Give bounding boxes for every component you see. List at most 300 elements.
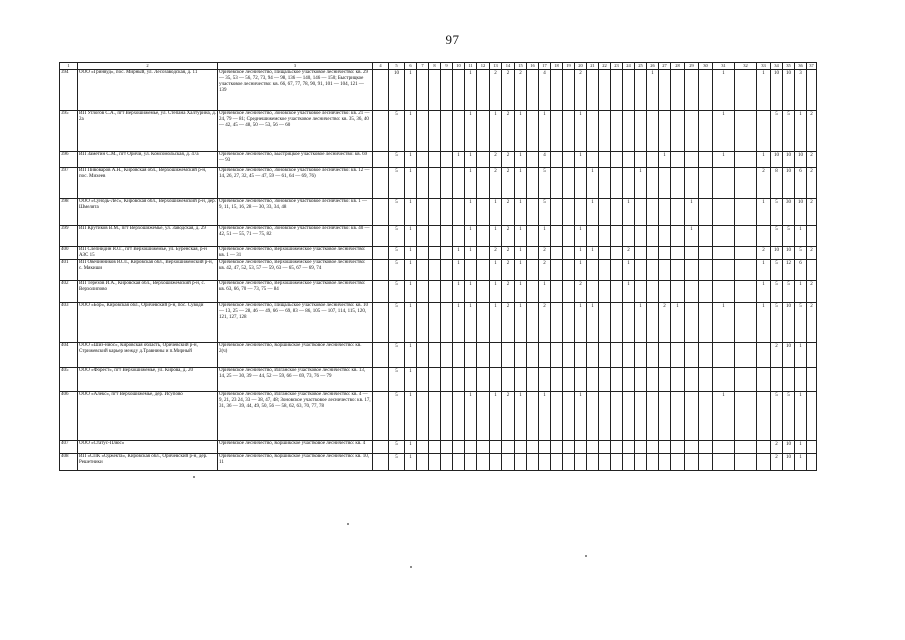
column-number: 23 bbox=[611, 63, 623, 70]
value-cell bbox=[659, 226, 671, 247]
value-cell bbox=[735, 111, 757, 152]
value-cell: 1 bbox=[575, 303, 587, 343]
value-cell bbox=[477, 152, 490, 168]
location-cell: Оричевское лесничество, Коршикское участковое лесничество: кв. 2(ч) bbox=[218, 343, 373, 368]
value-cell bbox=[441, 226, 453, 247]
value-cell: 2 bbox=[490, 247, 502, 260]
value-cell bbox=[647, 199, 659, 226]
value-cell bbox=[685, 281, 699, 303]
value-cell bbox=[757, 368, 771, 392]
value-cell bbox=[527, 441, 539, 454]
value-cell: 2 bbox=[502, 168, 515, 199]
value-cell bbox=[735, 226, 757, 247]
value-cell: 1 bbox=[405, 454, 417, 471]
value-cell bbox=[477, 281, 490, 303]
owner-cell: ООО «Статус-Плюс» bbox=[78, 441, 218, 454]
value-cell bbox=[373, 454, 389, 471]
value-cell bbox=[735, 454, 757, 471]
value-cell bbox=[441, 392, 453, 441]
value-cell: 1 bbox=[490, 303, 502, 343]
owner-cell: ИП Углогов С.А., пгт Верхошижемье, ул. Степана Халтурина, д. 2а bbox=[78, 111, 218, 152]
value-cell bbox=[635, 199, 647, 226]
value-cell bbox=[551, 441, 563, 454]
value-cell bbox=[757, 441, 771, 454]
value-cell: 5 bbox=[771, 260, 783, 281]
location-cell: Оричевское лесничество, Зоновское участковое лесничество: кв. 1 — 9, 11, 15, 16, 28 — 30, 33, 34, 48 bbox=[218, 199, 373, 226]
value-cell: 1 bbox=[635, 303, 647, 343]
value-cell bbox=[623, 392, 635, 441]
value-cell bbox=[735, 343, 757, 368]
value-cell: 2 bbox=[623, 247, 635, 260]
value-cell: 1 bbox=[575, 226, 587, 247]
table-row bbox=[60, 441, 817, 454]
value-cell bbox=[477, 111, 490, 152]
value-cell: 2 bbox=[539, 247, 551, 260]
value-cell: 1 bbox=[453, 281, 465, 303]
column-number: 36 bbox=[795, 63, 807, 70]
value-cell: 6 bbox=[795, 168, 807, 199]
value-cell bbox=[515, 343, 527, 368]
value-cell bbox=[490, 343, 502, 368]
value-cell bbox=[441, 70, 453, 111]
value-cell bbox=[551, 70, 563, 111]
value-cell bbox=[611, 392, 623, 441]
value-cell: 1 bbox=[623, 260, 635, 281]
value-cell bbox=[757, 454, 771, 471]
value-cell bbox=[807, 392, 817, 441]
value-cell bbox=[685, 441, 699, 454]
value-cell: 1 bbox=[515, 281, 527, 303]
value-cell bbox=[539, 368, 551, 392]
value-cell bbox=[563, 111, 575, 152]
value-cell bbox=[429, 454, 441, 471]
value-cell bbox=[453, 111, 465, 152]
value-cell: 1 bbox=[453, 260, 465, 281]
value-cell bbox=[757, 392, 771, 441]
column-number: 6 bbox=[405, 63, 417, 70]
value-cell bbox=[685, 111, 699, 152]
value-cell bbox=[599, 392, 611, 441]
value-cell bbox=[551, 260, 563, 281]
value-cell bbox=[587, 152, 599, 168]
column-number: 34 bbox=[771, 63, 783, 70]
column-number: 27 bbox=[659, 63, 671, 70]
column-number: 9 bbox=[441, 63, 453, 70]
value-cell bbox=[373, 168, 389, 199]
value-cell: 5 bbox=[389, 281, 405, 303]
owner-cell: ООО «Гринвуд», пос. Мирный, ул. Лесозаводская, д. 11 bbox=[78, 70, 218, 111]
value-cell bbox=[551, 152, 563, 168]
value-cell: 1 bbox=[757, 281, 771, 303]
value-cell: 5 bbox=[389, 303, 405, 343]
location-cell: Оричевское лесничество, Быстрицкое участковое лесничество: кв. 69 — 93 bbox=[218, 152, 373, 168]
value-cell: 5 bbox=[783, 281, 795, 303]
value-cell bbox=[671, 152, 685, 168]
value-cell: 6 bbox=[795, 260, 807, 281]
location-cell: Оричевское лесничество, Илганское участковое лесничество: кв. 13, 14, 25 — 30, 39 — 44, 52 — 59, 66 — 69, 73, 76 — 79 bbox=[218, 368, 373, 392]
value-cell bbox=[575, 168, 587, 199]
value-cell bbox=[611, 199, 623, 226]
value-cell: 5 bbox=[539, 168, 551, 199]
value-cell bbox=[465, 343, 477, 368]
value-cell bbox=[527, 368, 539, 392]
value-cell bbox=[441, 199, 453, 226]
value-cell bbox=[685, 454, 699, 471]
value-cell bbox=[527, 281, 539, 303]
value-cell bbox=[685, 303, 699, 343]
value-cell bbox=[441, 168, 453, 199]
value-cell bbox=[623, 454, 635, 471]
column-number: 1 bbox=[60, 63, 78, 70]
column-number: 31 bbox=[713, 63, 735, 70]
column-number: 17 bbox=[539, 63, 551, 70]
value-cell bbox=[417, 152, 429, 168]
value-cell: 2 bbox=[807, 281, 817, 303]
value-cell: 10 bbox=[783, 70, 795, 111]
value-cell bbox=[429, 70, 441, 111]
value-cell: 1 bbox=[405, 303, 417, 343]
value-cell bbox=[713, 343, 735, 368]
value-cell: 8 bbox=[771, 168, 783, 199]
value-cell bbox=[587, 343, 599, 368]
value-cell bbox=[441, 368, 453, 392]
location-cell: Оричевское лесничество, Пищальское участковое лесничество: кв. 29 — 35, 53 — 56, 72, 73, 94 — 98, 136 — 140, 146 — 150; Быстрицкое участковое лесничество: кв. 66, 67, 77, 78, 90, 91, 101 — 104, 121 — 139 bbox=[218, 70, 373, 111]
value-cell bbox=[611, 111, 623, 152]
value-cell bbox=[671, 368, 685, 392]
value-cell bbox=[429, 168, 441, 199]
value-cell: 1 bbox=[587, 199, 599, 226]
value-cell bbox=[699, 441, 713, 454]
column-number: 4 bbox=[373, 63, 389, 70]
value-cell bbox=[417, 441, 429, 454]
value-cell bbox=[527, 392, 539, 441]
value-cell bbox=[647, 226, 659, 247]
value-cell bbox=[611, 70, 623, 111]
value-cell bbox=[623, 368, 635, 392]
value-cell bbox=[417, 226, 429, 247]
value-cell bbox=[807, 343, 817, 368]
value-cell bbox=[587, 70, 599, 111]
value-cell bbox=[441, 441, 453, 454]
value-cell bbox=[373, 281, 389, 303]
value-cell: 2 bbox=[807, 303, 817, 343]
column-number-row bbox=[60, 63, 817, 70]
value-cell: 1 bbox=[490, 199, 502, 226]
value-cell: 5 bbox=[389, 168, 405, 199]
value-cell bbox=[647, 152, 659, 168]
column-number: 26 bbox=[647, 63, 659, 70]
value-cell: 1 bbox=[465, 152, 477, 168]
value-cell bbox=[527, 260, 539, 281]
value-cell bbox=[563, 454, 575, 471]
value-cell bbox=[699, 199, 713, 226]
value-cell: 10 bbox=[389, 70, 405, 111]
value-cell: 1 bbox=[465, 111, 477, 152]
value-cell bbox=[735, 303, 757, 343]
value-cell bbox=[441, 454, 453, 471]
value-cell: 1 bbox=[465, 226, 477, 247]
value-cell: 2 bbox=[502, 199, 515, 226]
value-cell: 1 bbox=[405, 168, 417, 199]
value-cell bbox=[671, 168, 685, 199]
value-cell: 5 bbox=[389, 247, 405, 260]
value-cell bbox=[417, 368, 429, 392]
value-cell bbox=[659, 343, 671, 368]
row-number: 406 bbox=[60, 392, 78, 441]
value-cell bbox=[611, 303, 623, 343]
value-cell bbox=[699, 343, 713, 368]
value-cell: 10 bbox=[783, 303, 795, 343]
value-cell bbox=[429, 152, 441, 168]
value-cell bbox=[659, 454, 671, 471]
value-cell bbox=[417, 111, 429, 152]
value-cell bbox=[659, 70, 671, 111]
value-cell: 5 bbox=[771, 199, 783, 226]
column-number: 15 bbox=[515, 63, 527, 70]
value-cell bbox=[659, 247, 671, 260]
value-cell: 1 bbox=[465, 199, 477, 226]
value-cell bbox=[647, 247, 659, 260]
value-cell bbox=[551, 368, 563, 392]
value-cell: 1 bbox=[635, 168, 647, 199]
value-cell bbox=[635, 454, 647, 471]
value-cell bbox=[575, 454, 587, 471]
value-cell: 1 bbox=[405, 281, 417, 303]
value-cell bbox=[417, 199, 429, 226]
value-cell bbox=[551, 111, 563, 152]
value-cell: 10 bbox=[795, 199, 807, 226]
value-cell bbox=[490, 368, 502, 392]
value-cell bbox=[685, 368, 699, 392]
value-cell: 5 bbox=[771, 111, 783, 152]
value-cell bbox=[611, 368, 623, 392]
value-cell bbox=[611, 152, 623, 168]
value-cell bbox=[563, 368, 575, 392]
value-cell: 1 bbox=[713, 152, 735, 168]
value-cell bbox=[587, 454, 599, 471]
value-cell: 1 bbox=[795, 454, 807, 471]
value-cell: 10 bbox=[783, 454, 795, 471]
value-cell bbox=[611, 281, 623, 303]
scan-speck bbox=[410, 566, 412, 568]
value-cell bbox=[373, 247, 389, 260]
value-cell bbox=[599, 111, 611, 152]
value-cell bbox=[477, 392, 490, 441]
value-cell: 2 bbox=[502, 247, 515, 260]
value-cell: 1 bbox=[465, 392, 477, 441]
value-cell bbox=[659, 281, 671, 303]
value-cell bbox=[699, 247, 713, 260]
value-cell bbox=[735, 199, 757, 226]
value-cell bbox=[373, 343, 389, 368]
value-cell bbox=[685, 343, 699, 368]
column-number: 10 bbox=[453, 63, 465, 70]
value-cell bbox=[575, 199, 587, 226]
table-row bbox=[60, 303, 817, 343]
owner-cell: ИП «СПК «Оджекта», Кировская обл., Оричевский р-н, дер. Решетники bbox=[78, 454, 218, 471]
value-cell bbox=[373, 152, 389, 168]
column-number: 32 bbox=[735, 63, 757, 70]
value-cell bbox=[659, 441, 671, 454]
column-number: 19 bbox=[563, 63, 575, 70]
value-cell bbox=[713, 441, 735, 454]
value-cell bbox=[671, 70, 685, 111]
value-cell bbox=[453, 392, 465, 441]
value-cell: 10 bbox=[783, 152, 795, 168]
value-cell bbox=[563, 260, 575, 281]
value-cell bbox=[671, 392, 685, 441]
value-cell: 5 bbox=[783, 111, 795, 152]
column-number: 16 bbox=[527, 63, 539, 70]
value-cell: 1 bbox=[465, 168, 477, 199]
value-cell bbox=[587, 260, 599, 281]
value-cell bbox=[635, 247, 647, 260]
value-cell bbox=[502, 441, 515, 454]
value-cell bbox=[429, 368, 441, 392]
value-cell bbox=[685, 392, 699, 441]
value-cell bbox=[429, 281, 441, 303]
value-cell: 1 bbox=[685, 226, 699, 247]
value-cell bbox=[429, 392, 441, 441]
value-cell bbox=[599, 70, 611, 111]
value-cell: 5 bbox=[389, 368, 405, 392]
value-cell bbox=[587, 111, 599, 152]
value-cell bbox=[563, 199, 575, 226]
value-cell: 2 bbox=[757, 247, 771, 260]
value-cell: 1 bbox=[515, 152, 527, 168]
row-number: 401 bbox=[60, 260, 78, 281]
column-number: 3 bbox=[218, 63, 373, 70]
row-number: 396 bbox=[60, 152, 78, 168]
value-cell bbox=[659, 260, 671, 281]
value-cell: 1 bbox=[713, 392, 735, 441]
value-cell bbox=[783, 368, 795, 392]
row-number: 398 bbox=[60, 199, 78, 226]
value-cell bbox=[699, 392, 713, 441]
value-cell bbox=[699, 303, 713, 343]
value-cell: 1 bbox=[515, 303, 527, 343]
value-cell bbox=[575, 368, 587, 392]
value-cell: 5 bbox=[795, 303, 807, 343]
value-cell: 5 bbox=[771, 392, 783, 441]
owner-cell: ООО «Бор», Кировская обл., Оричевский р-н, пос. Суводи bbox=[78, 303, 218, 343]
column-number: 33 bbox=[757, 63, 771, 70]
value-cell: 1 bbox=[713, 70, 735, 111]
value-cell bbox=[647, 281, 659, 303]
value-cell bbox=[429, 343, 441, 368]
column-number: 35 bbox=[783, 63, 795, 70]
value-cell bbox=[429, 199, 441, 226]
value-cell bbox=[477, 168, 490, 199]
value-cell bbox=[373, 441, 389, 454]
value-cell bbox=[441, 260, 453, 281]
value-cell: 1 bbox=[453, 303, 465, 343]
table-row bbox=[60, 111, 817, 152]
value-cell bbox=[453, 343, 465, 368]
value-cell bbox=[465, 441, 477, 454]
value-cell bbox=[477, 368, 490, 392]
value-cell bbox=[477, 247, 490, 260]
column-number: 11 bbox=[465, 63, 477, 70]
value-cell bbox=[635, 152, 647, 168]
value-cell: 5 bbox=[783, 226, 795, 247]
value-cell bbox=[417, 454, 429, 471]
owner-cell: ИП Овечинников Ю.Л., Кировская обл., Верхошижемский р-н, с. Мякиши bbox=[78, 260, 218, 281]
value-cell bbox=[713, 226, 735, 247]
value-cell bbox=[611, 441, 623, 454]
value-cell bbox=[441, 111, 453, 152]
value-cell bbox=[735, 152, 757, 168]
value-cell: 2 bbox=[490, 168, 502, 199]
value-cell: 1 bbox=[539, 226, 551, 247]
value-cell: 2 bbox=[502, 392, 515, 441]
value-cell bbox=[735, 368, 757, 392]
page-number: 97 bbox=[445, 32, 460, 47]
value-cell bbox=[599, 152, 611, 168]
value-cell: 1 bbox=[757, 70, 771, 111]
value-cell bbox=[527, 343, 539, 368]
value-cell bbox=[575, 441, 587, 454]
value-cell: 1 bbox=[757, 199, 771, 226]
value-cell bbox=[551, 343, 563, 368]
value-cell: 5 bbox=[771, 281, 783, 303]
value-cell: 5 bbox=[389, 226, 405, 247]
value-cell bbox=[599, 303, 611, 343]
value-cell bbox=[647, 260, 659, 281]
value-cell: 10 bbox=[783, 441, 795, 454]
value-cell bbox=[477, 303, 490, 343]
value-cell: 1 bbox=[685, 199, 699, 226]
value-cell bbox=[373, 111, 389, 152]
column-number: 37 bbox=[807, 63, 817, 70]
value-cell: 2 bbox=[807, 152, 817, 168]
value-cell: 1 bbox=[490, 260, 502, 281]
value-cell: 1 bbox=[515, 392, 527, 441]
value-cell bbox=[699, 70, 713, 111]
value-cell bbox=[515, 454, 527, 471]
value-cell bbox=[699, 226, 713, 247]
value-cell: 1 bbox=[405, 111, 417, 152]
table-row bbox=[60, 168, 817, 199]
table-row bbox=[60, 454, 817, 471]
value-cell bbox=[373, 260, 389, 281]
value-cell bbox=[623, 343, 635, 368]
location-cell: Оричевское лесничество, Зоновское участковое лесничество: кв. 21 — 24, 79 — 81; Среднешижемское участковое лесничество: кв. 35, 36, 40 — 42, 45 — 48, 50 — 53, 56 — 60 bbox=[218, 111, 373, 152]
value-cell: 1 bbox=[405, 199, 417, 226]
value-cell bbox=[417, 168, 429, 199]
value-cell bbox=[699, 260, 713, 281]
value-cell bbox=[417, 260, 429, 281]
value-cell: 1 bbox=[587, 247, 599, 260]
value-cell: 1 bbox=[405, 152, 417, 168]
value-cell: 3 bbox=[795, 70, 807, 111]
value-cell: 5 bbox=[771, 226, 783, 247]
value-cell: 1 bbox=[623, 199, 635, 226]
value-cell bbox=[685, 168, 699, 199]
value-cell bbox=[659, 368, 671, 392]
value-cell bbox=[502, 343, 515, 368]
value-cell bbox=[623, 152, 635, 168]
value-cell bbox=[453, 226, 465, 247]
value-cell: 1 bbox=[795, 441, 807, 454]
column-number: 22 bbox=[599, 63, 611, 70]
value-cell bbox=[527, 70, 539, 111]
value-cell bbox=[373, 226, 389, 247]
value-cell bbox=[611, 454, 623, 471]
column-number: 24 bbox=[623, 63, 635, 70]
value-cell: 1 bbox=[405, 441, 417, 454]
value-cell bbox=[515, 368, 527, 392]
